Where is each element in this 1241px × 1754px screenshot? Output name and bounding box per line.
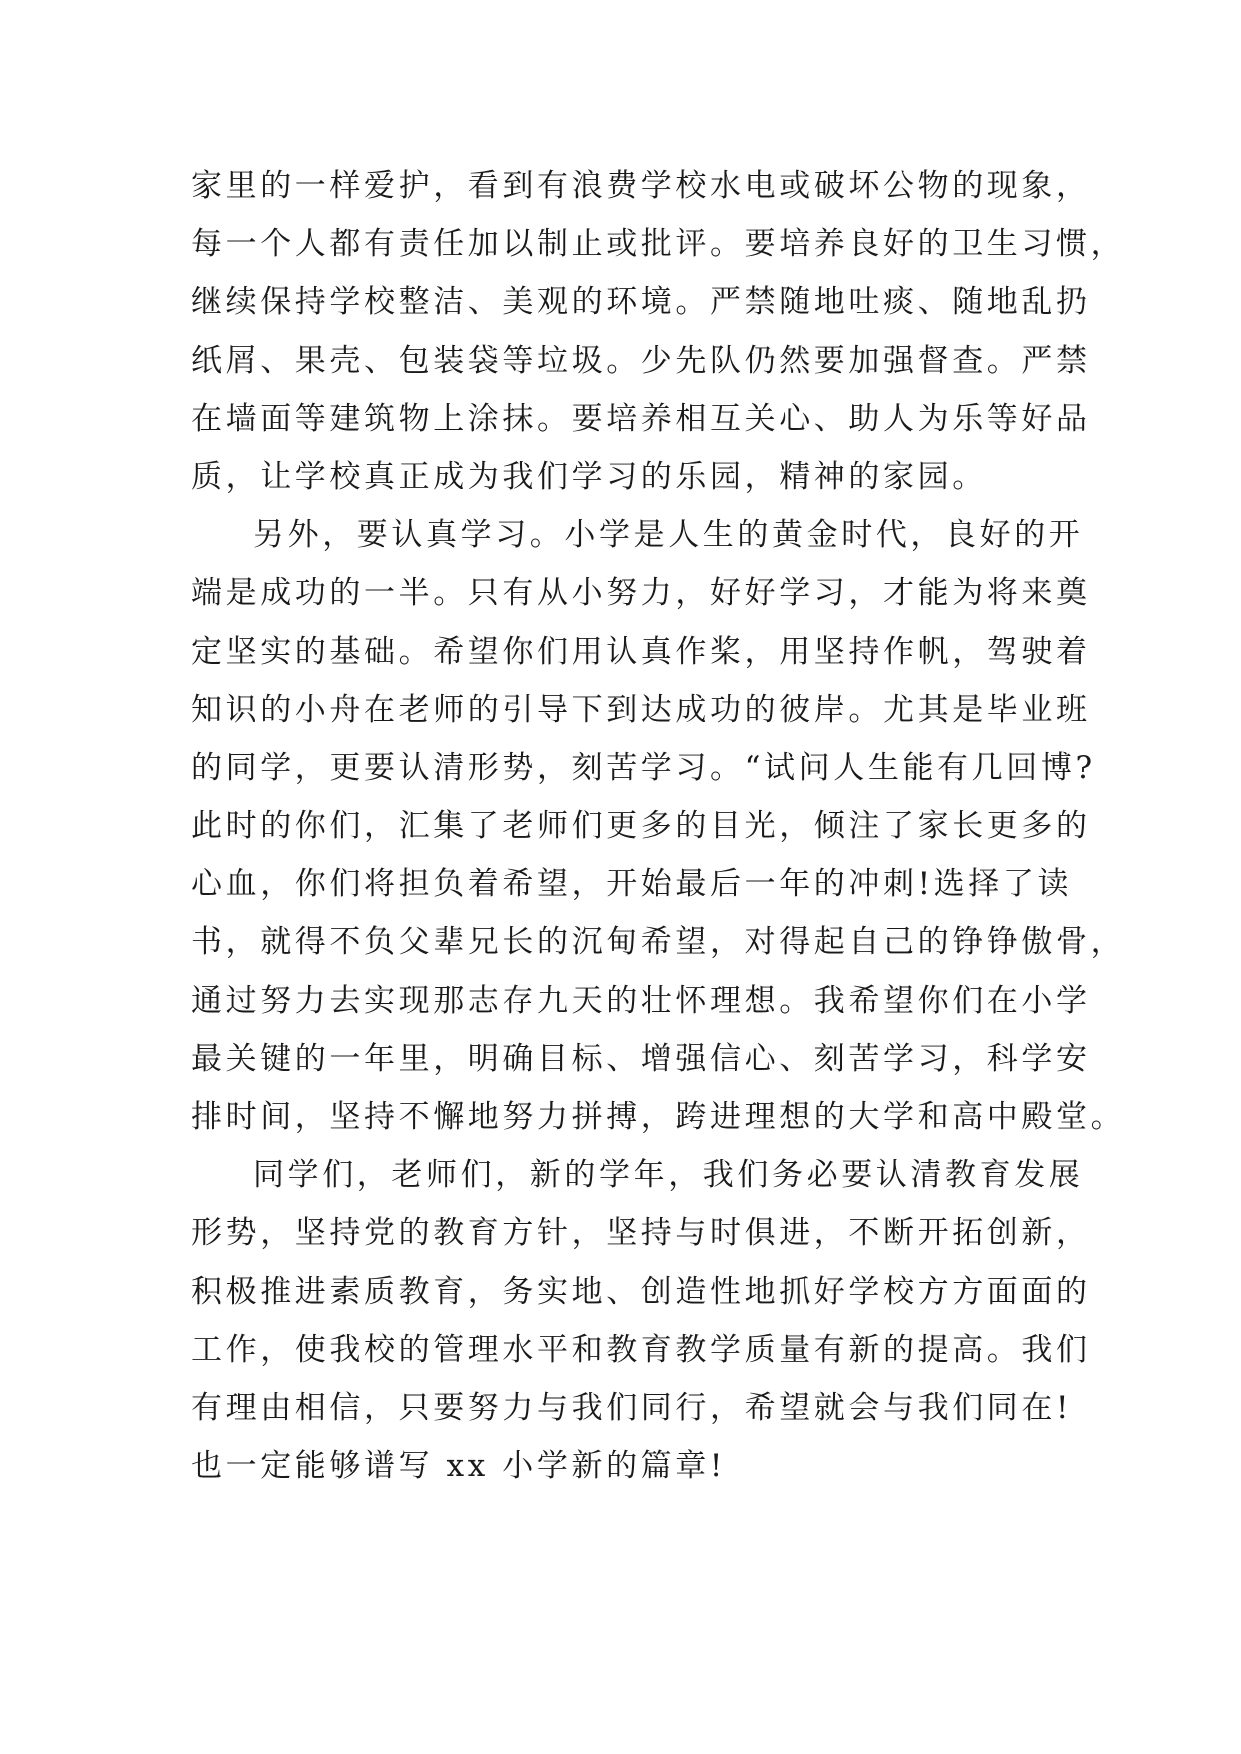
- text-line: 的同学，更要认清形势，刻苦学习。“试问人生能有几回博?: [191, 749, 1096, 786]
- body-text: [191, 157, 1126, 1495]
- text-line: 此时的你们，汇集了老师们更多的目光，倾注了家长更多的: [191, 808, 1091, 845]
- text-line: 书，就得不负父辈兄长的沉甸希望，对得起自己的铮铮傲骨，: [191, 924, 1126, 961]
- text-line: 积极推进素质教育，务实地、创造性地抓好学校方方面面的: [191, 1273, 1091, 1310]
- paragraph-start-line: 同学们，老师们，新的学年，我们务必要认清教育发展: [253, 1157, 1084, 1194]
- text-line: 通过努力去实现那志存九天的壮怀理想。我希望你们在小学: [191, 982, 1091, 1019]
- text-line: 端是成功的一半。只有从小努力，好好学习，才能为将来奠: [191, 575, 1091, 612]
- text-line: 心血，你们将担负着希望，开始最后一年的冲刺!选择了读: [191, 866, 1073, 903]
- text-line: 定坚实的基础。希望你们用认真作桨，用坚持作帆，驾驶着: [191, 633, 1091, 670]
- text-line: 知识的小舟在老师的引导下到达成功的彼岸。尤其是毕业班: [191, 691, 1091, 728]
- text-line: 也一定能够谱写 xx 小学新的篇章!: [191, 1448, 726, 1485]
- text-line: 纸屑、果壳、包装袋等垃圾。少先队仍然要加强督查。严禁: [191, 342, 1091, 379]
- text-line: 最关键的一年里，明确目标、增强信心、刻苦学习，科学安: [191, 1040, 1091, 1077]
- text-line: 质，让学校真正成为我们学习的乐园，精神的家园。: [191, 458, 987, 495]
- text-line: 形势，坚持党的教育方针，坚持与时俱进，不断开拓创新，: [191, 1215, 1091, 1252]
- text-line: 继续保持学校整洁、美观的环境。严禁随地吐痰、随地乱扔: [191, 284, 1091, 321]
- text-line: 家里的一样爱护，看到有浪费学校水电或破坏公物的现象，: [191, 168, 1091, 204]
- paragraph-start-line: 另外，要认真学习。小学是人生的黄金时代，良好的开: [253, 517, 1084, 554]
- text-line: 排时间，坚持不懈地努力拼搏，跨进理想的大学和高中殿堂。: [191, 1099, 1126, 1135]
- text-line: 有理由相信，只要努力与我们同行，希望就会与我们同在!: [191, 1389, 1073, 1426]
- text-line: 每一个人都有责任加以制止或批评。要培养良好的卫生习惯，: [191, 226, 1126, 263]
- text-line: 工作，使我校的管理水平和教育教学质量有新的提高。我们: [191, 1331, 1091, 1368]
- text-line: 在墙面等建筑物上涂抹。要培养相互关心、助人为乐等好品: [191, 400, 1091, 437]
